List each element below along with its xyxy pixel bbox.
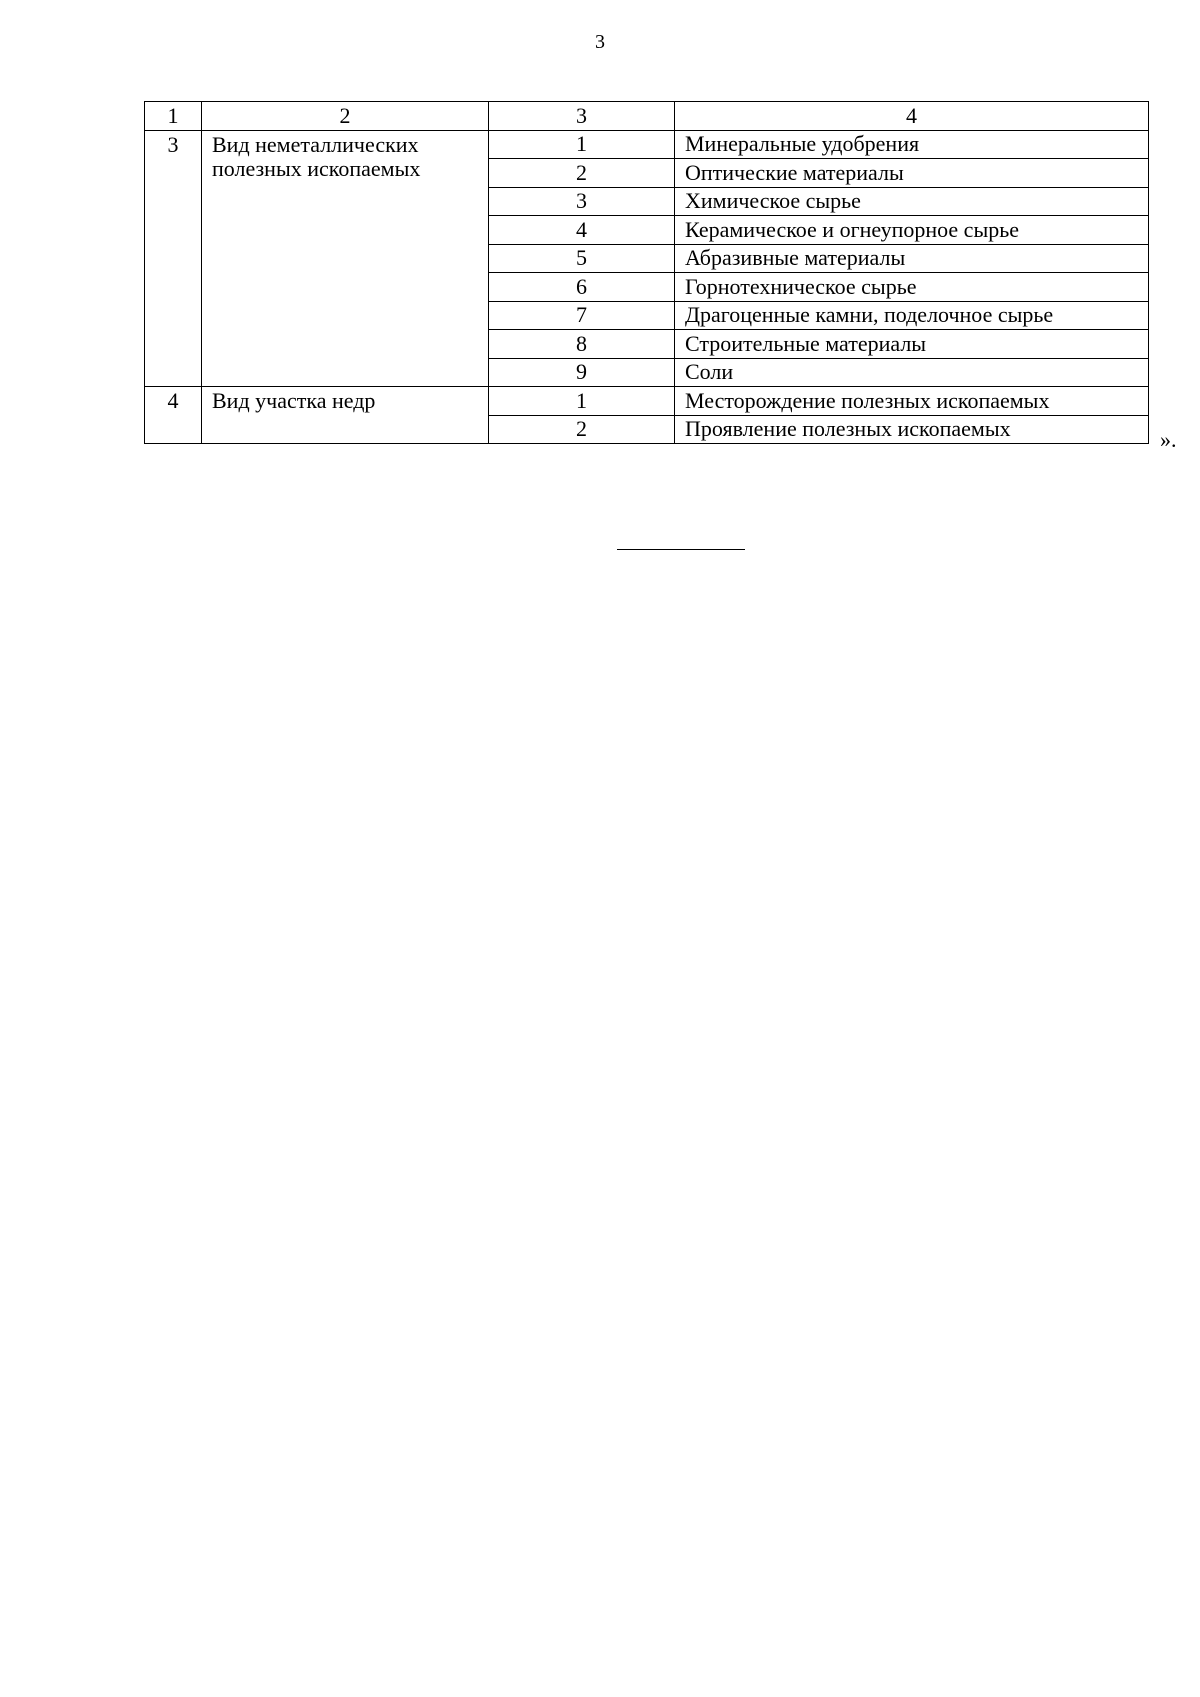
item-code: 2 <box>489 415 675 444</box>
item-code: 7 <box>489 301 675 330</box>
item-code: 4 <box>489 216 675 245</box>
item-name: Химическое сырье <box>675 187 1149 216</box>
header-cell-1: 1 <box>145 102 202 131</box>
classification-table <box>144 101 1149 444</box>
item-code: 9 <box>489 358 675 387</box>
group-code: 4 <box>145 387 202 444</box>
header-cell-3: 3 <box>489 102 675 131</box>
item-code: 3 <box>489 187 675 216</box>
item-name: Горнотехническое сырье <box>675 273 1149 302</box>
header-cell-4: 4 <box>675 102 1149 131</box>
item-name: Строительные материалы <box>675 330 1149 359</box>
item-code: 8 <box>489 330 675 359</box>
closing-quote: ». <box>1160 427 1177 452</box>
item-name: Месторождение полезных ископаемых <box>675 387 1149 416</box>
item-name: Драгоценные камни, поделочное сырье <box>675 301 1149 330</box>
item-name: Оптические материалы <box>675 159 1149 188</box>
item-name: Соли <box>675 358 1149 387</box>
item-code: 5 <box>489 244 675 273</box>
item-code: 2 <box>489 159 675 188</box>
table-body <box>145 102 1149 444</box>
item-code: 1 <box>489 130 675 159</box>
group-name: Вид участка недр <box>202 387 489 444</box>
item-code: 6 <box>489 273 675 302</box>
item-name: Минеральные удобрения <box>675 130 1149 159</box>
item-code: 1 <box>489 387 675 416</box>
header-cell-2: 2 <box>202 102 489 131</box>
table-header-row <box>145 102 1149 131</box>
item-name: Абразивные материалы <box>675 244 1149 273</box>
end-separator-line <box>617 549 745 550</box>
group-code: 3 <box>145 130 202 387</box>
table-row <box>145 130 1149 159</box>
group-name: Вид неметаллических полезных ископаемых <box>202 130 489 387</box>
table-row <box>145 387 1149 416</box>
item-name: Проявление полезных ископаемых <box>675 415 1149 444</box>
page-number: 3 <box>595 31 605 53</box>
item-name: Керамическое и огнеупорное сырье <box>675 216 1149 245</box>
